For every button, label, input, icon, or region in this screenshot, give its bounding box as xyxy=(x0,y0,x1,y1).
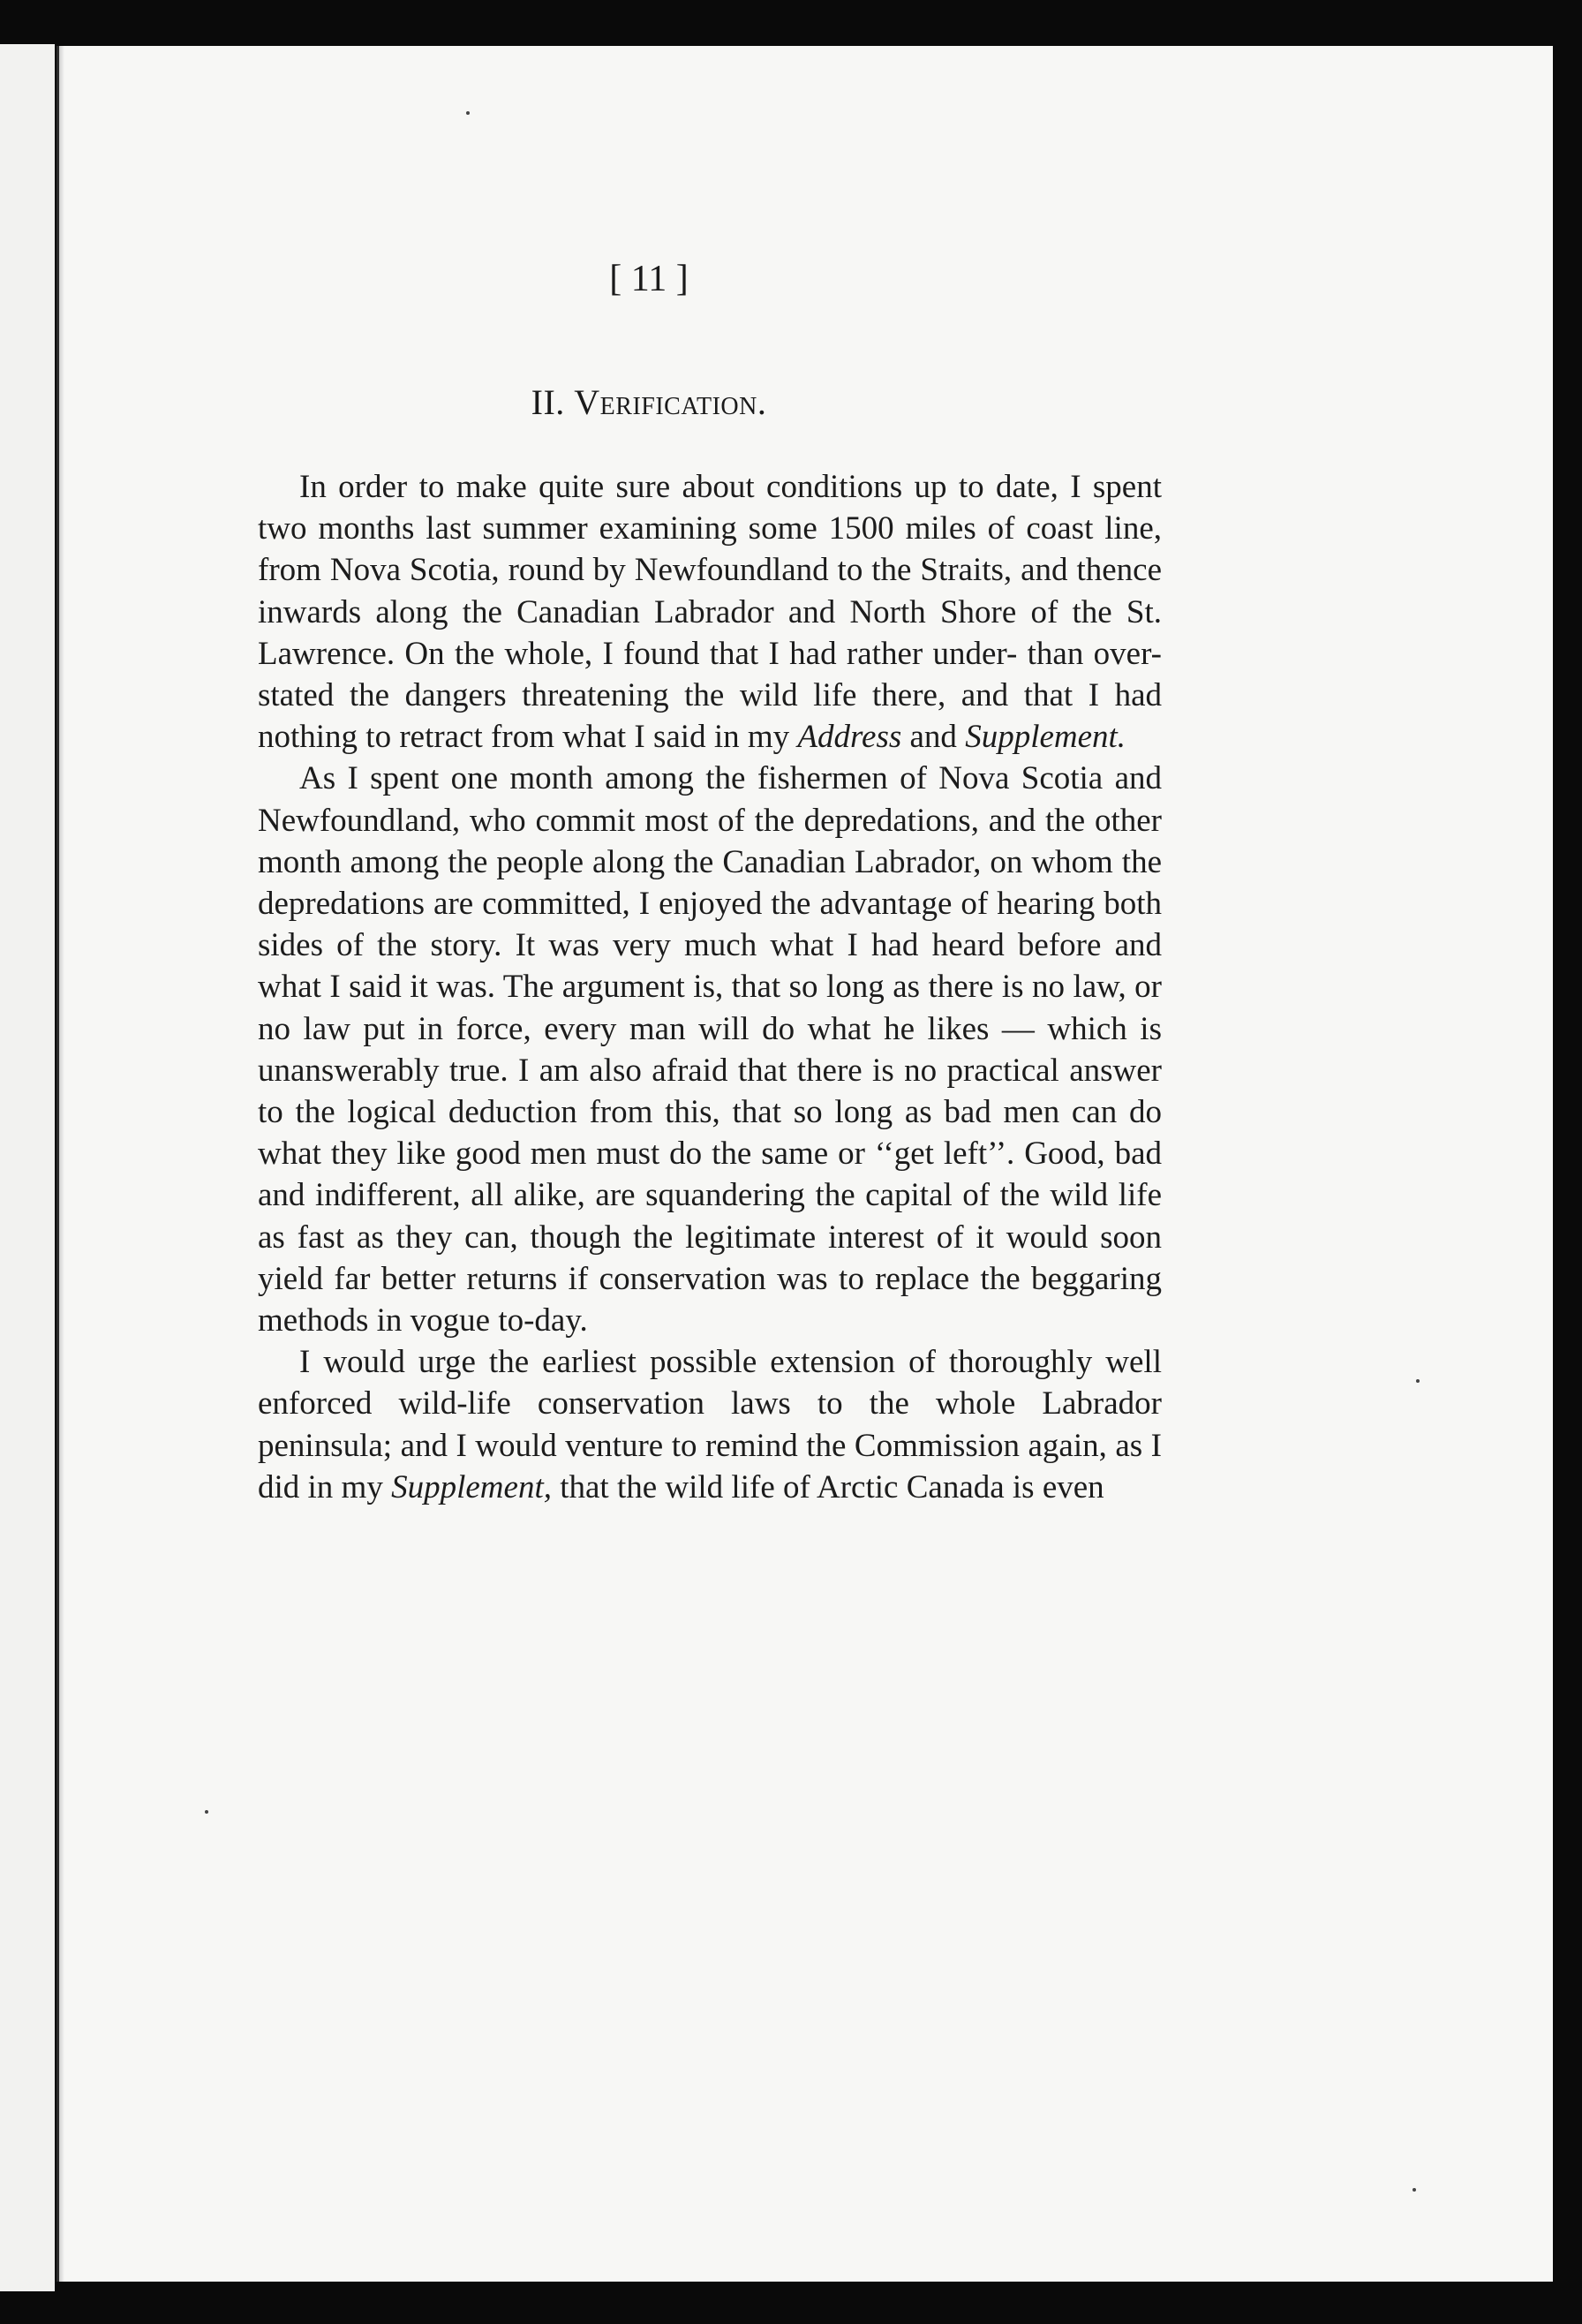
section-heading xyxy=(0,381,1148,423)
scan-border xyxy=(1556,0,1582,2324)
section-title-text: Verification. xyxy=(574,382,767,422)
body-text xyxy=(258,466,1162,1508)
text-segment: In order to make quite sure about conditions up to date, I spent two months last summer examining some 1500 miles of coast line, from Nova Scotia, round by Newfoundland to the Straits, and thence inwards along the Canadian Labrador and North Shore of the St. Lawrence. On the whole, I found that I had rather under- than over-stated the dangers threatening the wild life there, and that I had nothing to retract from what I said in my xyxy=(258,469,1162,756)
page-number-header: [ 11 ] xyxy=(609,259,689,299)
scan-speck xyxy=(1412,2188,1416,2192)
paragraph xyxy=(258,1341,1162,1508)
paragraph xyxy=(258,758,1162,1341)
scan-speck xyxy=(466,111,470,115)
scan-speck xyxy=(205,1810,208,1814)
italic-text: Supplement. xyxy=(965,719,1126,756)
italic-text: Address xyxy=(797,719,902,756)
section-number: II. xyxy=(531,382,565,422)
paragraph xyxy=(258,466,1162,758)
text-segment: I would urge the earliest possible extension of thoroughly well enforced wild-life conservation laws to the whole Labrador peninsula; and I would venture to remind the Commission again, as I did in my xyxy=(258,1344,1162,1505)
text-segment: and xyxy=(901,719,966,756)
text-segment: that the wild life of Arctic Canada is even xyxy=(551,1468,1104,1505)
italic-text: Supplement, xyxy=(391,1468,552,1505)
scan-speck xyxy=(1416,1379,1420,1383)
text-segment: As I spent one month among the fishermen of Nova Scotia and Newfoundland, who commit most of the depredations, and the other month among the people along the Canadian Labrador, on whom the depredations are committed, I enjoyed the advantage of hearing both sides of the story. It was very much what I had heard before and what I said it was. The argument is, that so long as there is no law, or no law put in force, every man will do what he likes — which is unanswerably true. I am also afraid that there is no practical answer to the logical deduction from this, that so long as bad men can do what they like good men must do the same or ‘‘get left’’. Good, bad and indifferent, all alike, are squandering the capital of the wild life as fast as they can, though the legitimate interest of it would soon yield far better returns if conservation was to replace the beggaring methods in vogue to-day. xyxy=(258,760,1162,1339)
